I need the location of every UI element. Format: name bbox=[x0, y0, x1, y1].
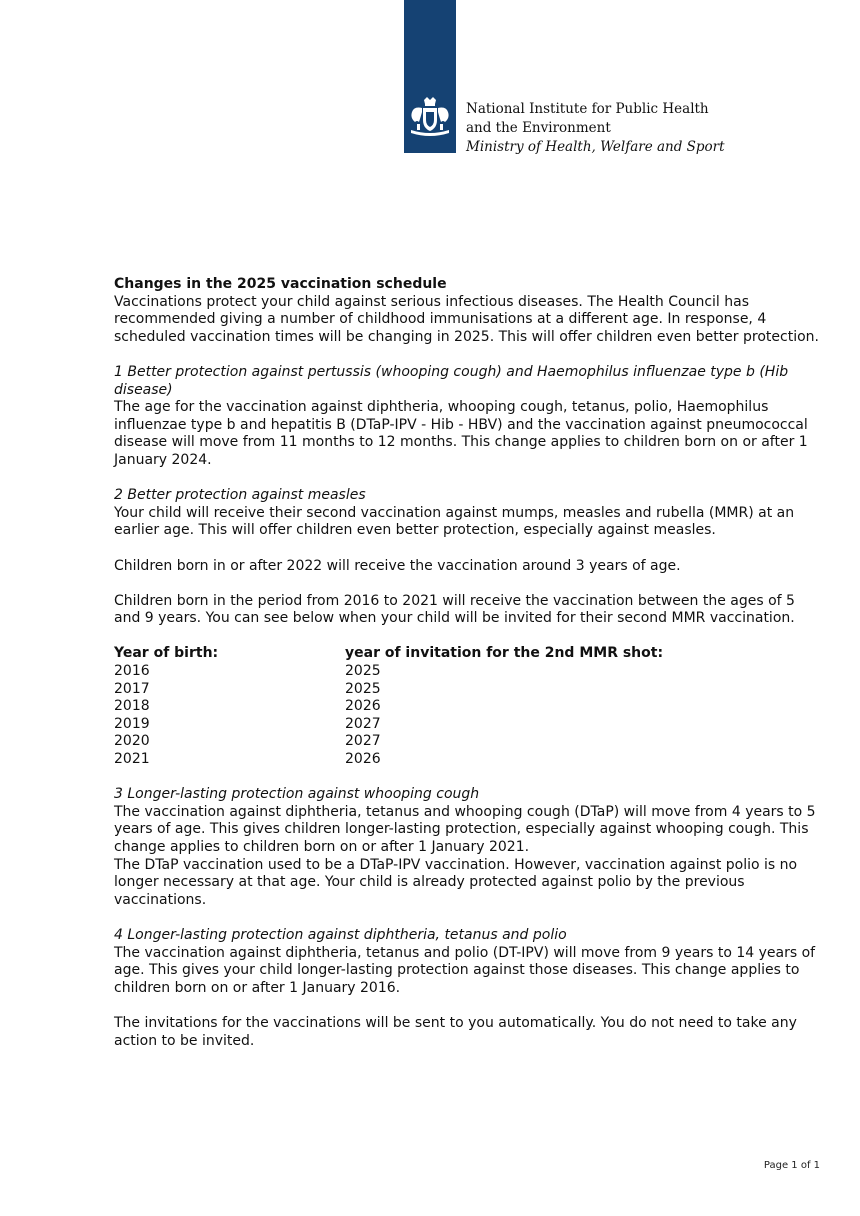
document-body bbox=[114, 276, 820, 1050]
org-line-1: National Institute for Public Health bbox=[466, 101, 709, 117]
document-title: Changes in the 2025 vaccination schedule bbox=[114, 276, 447, 292]
table-cell-birth: 2019 bbox=[114, 715, 150, 732]
section-2-paragraph-3: Children born in the period from 2016 to 2021 will receive the vaccination between the ages of 5 and 9 years. You can see below when your child will be invited for their second MMR vaccination. bbox=[114, 592, 795, 627]
table-cell-invite: 2026 bbox=[345, 698, 381, 715]
table-cell-invite: 2027 bbox=[345, 733, 381, 750]
table-cell-birth: 2018 bbox=[114, 698, 150, 715]
section-2-paragraph-2: Children born in or after 2022 will receive the vaccination around 3 years of age. bbox=[114, 557, 681, 574]
table-cell-birth: 2021 bbox=[114, 751, 150, 768]
page-number: Page 1 of 1 bbox=[763, 1160, 820, 1171]
section-1-heading: 1 Better protection against pertussis (whooping cough) and Haemophilus influenzae type b (Hib disease) bbox=[114, 363, 789, 398]
section-2-body: Your child will receive their second vaccination against mumps, measles and rubella (MMR) at an earlier age. This will offer children even better protection, especially against measles. bbox=[114, 504, 795, 539]
column-header-invitation-year: year of invitation for the 2nd MMR shot: bbox=[345, 645, 664, 662]
logo-bar bbox=[404, 0, 456, 153]
coat-of-arms-icon bbox=[407, 96, 453, 140]
table-cell-birth: 2017 bbox=[114, 680, 150, 697]
closing-paragraph: The invitations for the vaccinations will be sent to you automatically. You do not need to take any action to be invited. bbox=[114, 1014, 797, 1049]
intro-paragraph: Vaccinations protect your child against serious infectious diseases. The Health Council has recommended giving a number of childhood immunisations at a different age. In response, 4 scheduled vaccination times will be changing in 2025. This will offer children even better protection. bbox=[114, 293, 819, 345]
org-line-2: and the Environment bbox=[466, 120, 611, 136]
table-cell-invite: 2026 bbox=[345, 751, 381, 768]
section-1-body: The age for the vaccination against diphtheria, whooping cough, tetanus, polio, Haemophilus influenzae type b and hepatitis B (DTaP-IPV - Hib - HBV) and the vaccination against pneumococcal disease will move from 11 months to 12 months. This change applies to children born on or after 1 January 2024. bbox=[114, 399, 808, 468]
section-4-body: The vaccination against diphtheria, tetanus and polio (DT-IPV) will move from 9 years to 14 years of age. This gives your child longer-lasting protection against those diseases. This change applies to children born on or after 1 January 2016. bbox=[114, 944, 816, 996]
table-cell-invite: 2027 bbox=[345, 715, 381, 732]
section-2-heading: 2 Better protection against measles bbox=[114, 487, 366, 504]
section-3-heading: 3 Longer-lasting protection against whooping cough bbox=[114, 786, 480, 803]
table-cell-birth: 2020 bbox=[114, 733, 150, 750]
mmr-schedule-table bbox=[114, 645, 820, 768]
table-cell-invite: 2025 bbox=[345, 680, 381, 697]
column-header-birth-year: Year of birth: bbox=[114, 645, 219, 662]
section-3-body-2: The DTaP vaccination used to be a DTaP-IPV vaccination. However, vaccination against polio is no longer necessary at that age. Your child is already protected against polio by the previous vaccinations. bbox=[114, 856, 798, 908]
section-3-body-1: The vaccination against diphtheria, tetanus and whooping cough (DTaP) will move from 4 years to 5 years of age. This gives children longer-lasting protection, especially against whooping cough. This change applies to children born on or after 1 January 2021. bbox=[114, 803, 816, 855]
ministry-name: Ministry of Health, Welfare and Sport bbox=[466, 139, 725, 155]
table-cell-invite: 2025 bbox=[345, 663, 381, 680]
organization-name bbox=[466, 100, 725, 157]
section-4-heading: 4 Longer-lasting protection against diphtheria, tetanus and polio bbox=[114, 926, 567, 943]
table-cell-birth: 2016 bbox=[114, 663, 150, 680]
